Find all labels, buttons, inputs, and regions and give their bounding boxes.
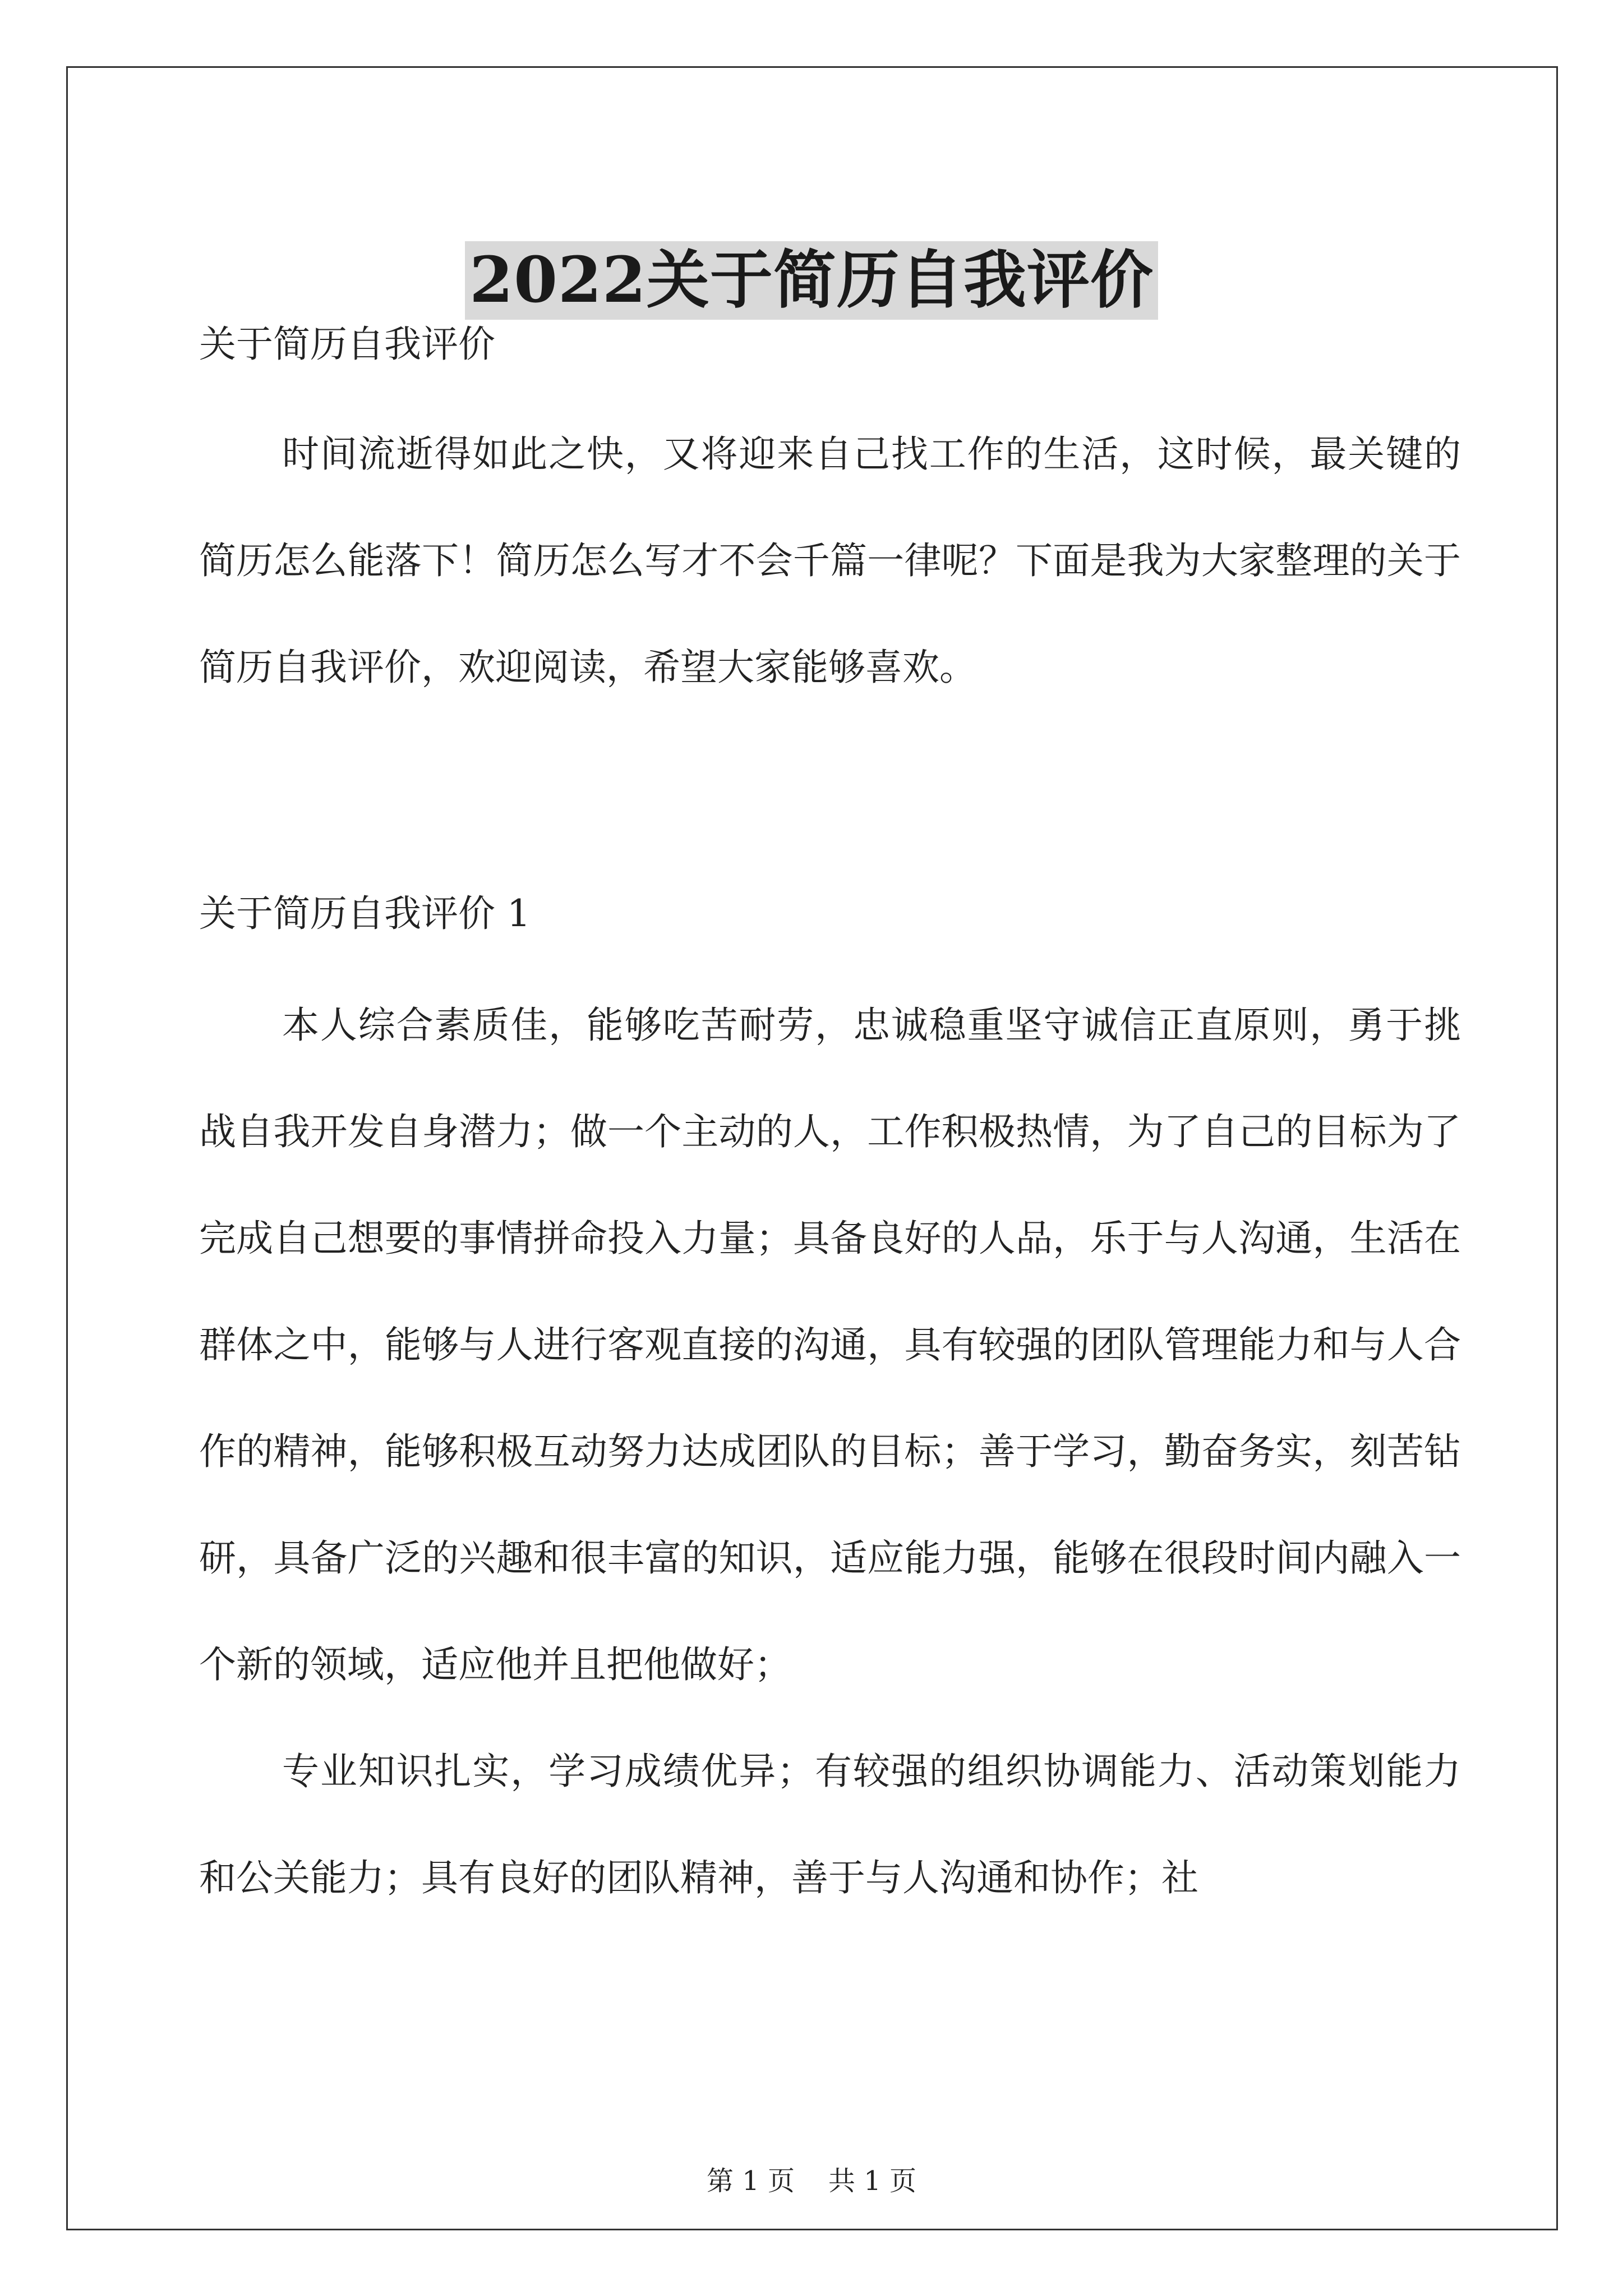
document-title: 2022关于简历自我评价 <box>465 241 1158 320</box>
page-number: 第 1 页 <box>706 2165 795 2197</box>
document-body <box>199 314 1461 1931</box>
section-1-paragraph-1: 本人综合素质佳，能够吃苦耐劳，忠诚稳重坚守诚信正直原则，勇于挑战自我开发自身潜力；做一个主动的人，工作积极热情，为了自己的目标为了完成自己想要的事情拼命投入力量；具备良好的人品，乐于与人沟通，生活在群体之中，能够与人进行客观直接的沟通，具有较强的团队管理能力和与人合作的精神，能够积极互动努力达成团队的目标；善于学习，勤奋务实，刻苦钻研，具备广泛的兴趣和很丰富的知识，适应能力强，能够在很段时间内融入一个新的领域，适应他并且把他做好； <box>199 1004 1461 1686</box>
section-heading-intro: 关于简历自我评价 <box>199 323 495 366</box>
page-total: 共 1 页 <box>828 2165 917 2197</box>
section-heading-1: 关于简历自我评价 1 <box>199 892 531 935</box>
section-1-paragraph-2: 专业知识扎实，学习成绩优异；有较强的组织协调能力、活动策划能力和公关能力；具有良好的团队精神，善于与人沟通和协作；社 <box>199 1750 1461 1899</box>
page-footer <box>0 2164 1623 2198</box>
intro-paragraph: 时间流逝得如此之快，又将迎来自己找工作的生活，这时候，最关键的简历怎么能落下！简历怎么写才不会千篇一律呢？下面是我为大家整理的关于简历自我评价，欢迎阅读，希望大家能够喜欢。 <box>199 432 1461 689</box>
